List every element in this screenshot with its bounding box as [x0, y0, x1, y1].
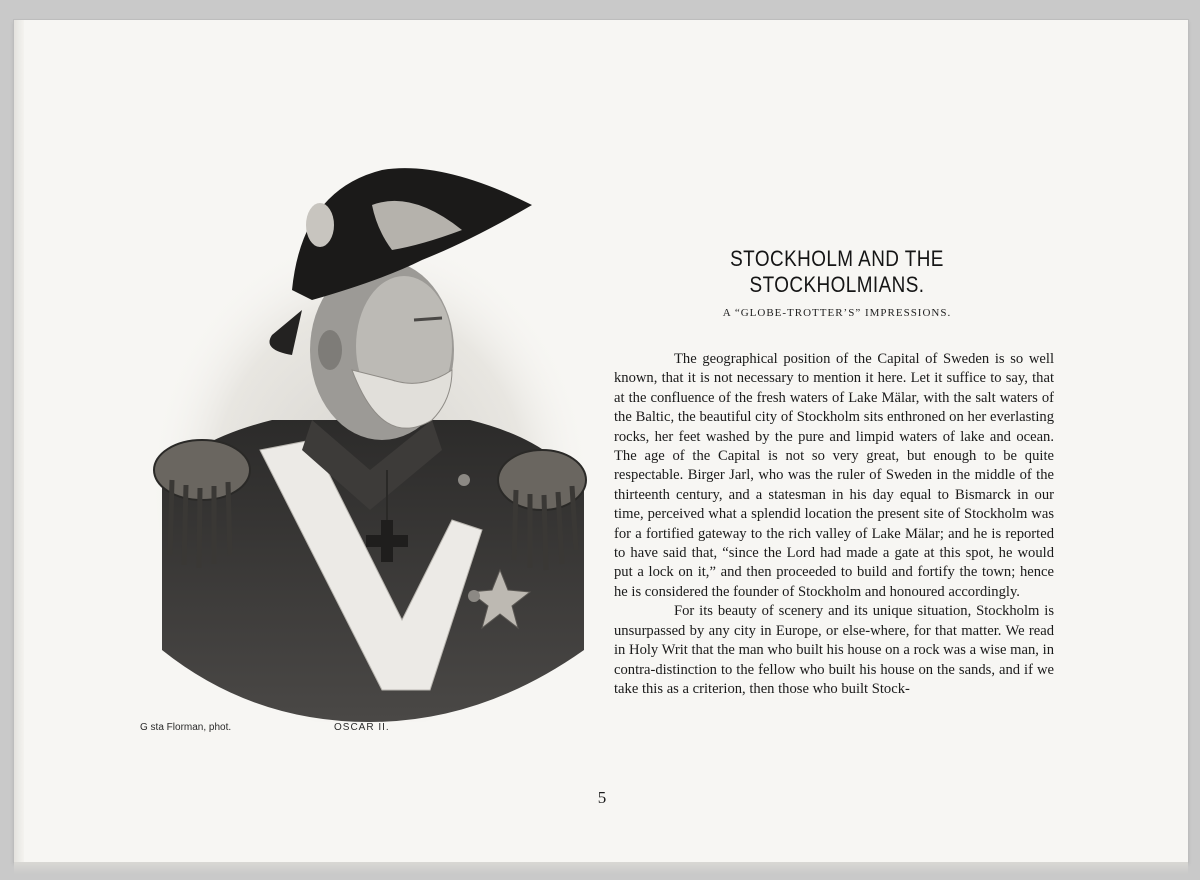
article-paragraph: For its beauty of scenery and its unique situation, Stockholm is unsurpassed by any city in Europe, or else-where, for that matter. We read in Holy Writ that the man who built his house on a rock was a wise man, in contra-distinction to the fellow who built his house on the sands, and if we take this as a criterion, then those who built Stock- — [614, 603, 1054, 697]
portrait-caption: OSCAR II. — [334, 722, 390, 733]
photographer-credit: G sta Florman, phot. — [140, 722, 232, 733]
article-subtitle: A “GLOBE-TROTTER’S” IMPRESSIONS. — [722, 307, 952, 319]
article-title: STOCKHOLM AND THE STOCKHOLMIANS. — [730, 246, 944, 297]
article-body — [614, 350, 1054, 699]
page-number: 5 — [597, 788, 607, 807]
book-page — [14, 20, 1188, 862]
page-edge — [14, 862, 1188, 874]
portrait-illustration — [152, 150, 588, 722]
article-paragraph: The geographical position of the Capital of Sweden is so well known, that it is not necessary to mention it here. Let it suffice to say, that at the confluence of the fresh waters of Lake Mälar, with the salt waters of the Baltic, the beautiful city of Stockholm sits enthroned on her everlasting rocks, her feet washed by the pure and limpid waters of lake and ocean. The age of the Capital is not so very great, but enough to be quite respectable. Birger Jarl, who was the ruler of Sweden in the middle of the thirteenth century, and a statesman in his day equal to Bismarck in our time, perceived what a splendid location the present site of Stockholm was for a fortified gateway to the rich valley of Lake Mälar; and he is reported to have said that, “since the Lord had made a gate at this spot, he would put a lock on it,” and then proceeded to build and fortify the town; hence he is considered the founder of Stockholm and honoured accordingly. — [614, 351, 1054, 600]
page-binding — [14, 20, 24, 862]
